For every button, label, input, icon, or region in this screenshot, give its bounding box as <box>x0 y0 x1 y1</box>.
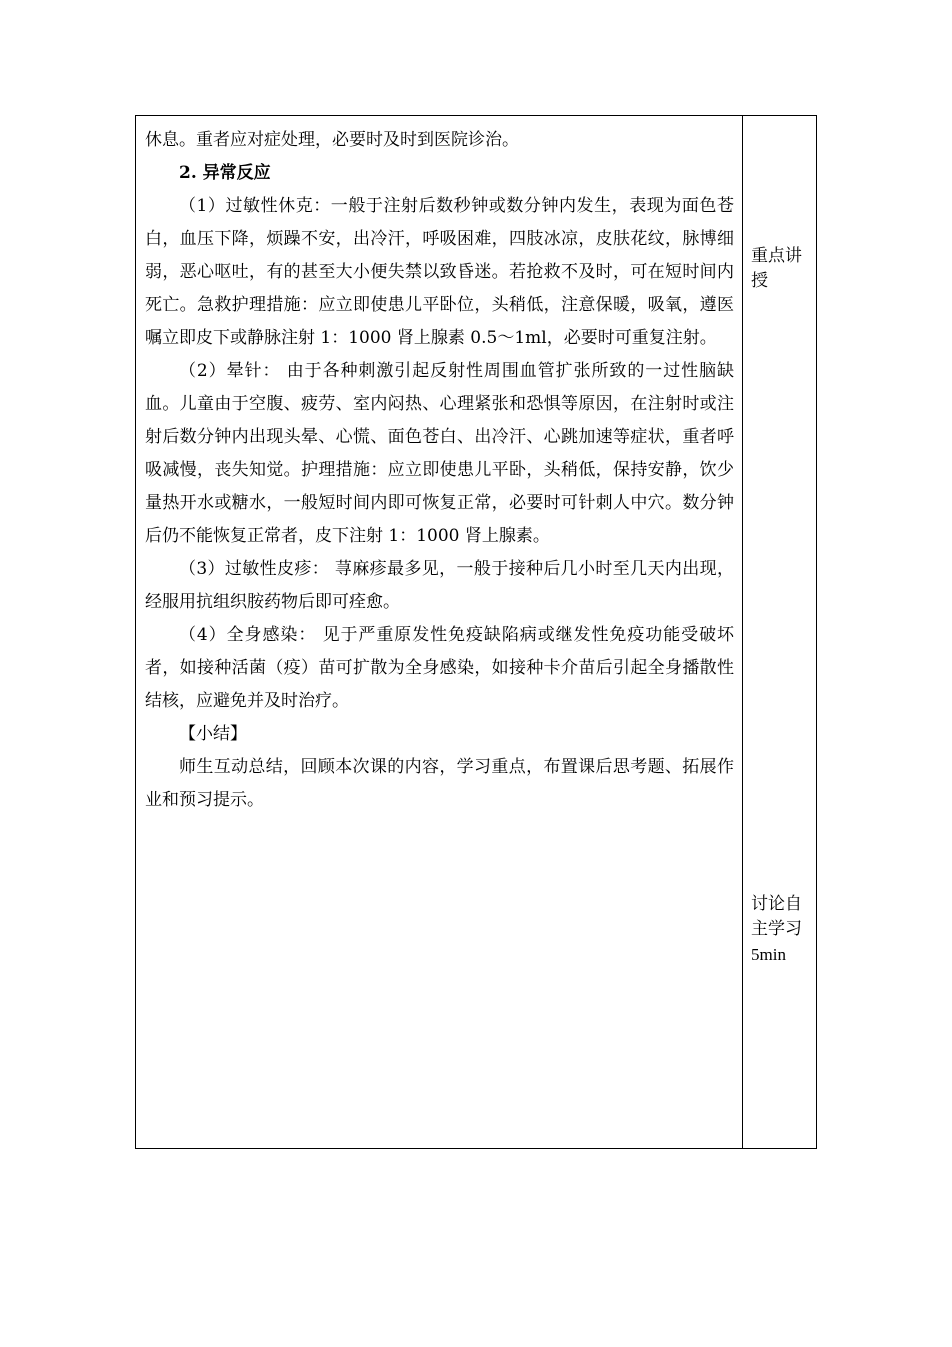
paragraph-allergic-rash: （3）过敏性皮疹： 荨麻疹最多见，一般于接种后几小时至几天内出现，经服用抗组织胺药物后即可痊愈。 <box>145 559 734 612</box>
column-divider <box>742 116 743 1148</box>
paragraph-fainting: （2）晕针： 由于各种刺激引起反射性周围血管扩张所致的一过性脑缺血。儿童由于空腹、疲劳、室内闷热、心理紧张和恐惧等原因，在注射时或注射后数分钟内出现头晕、心慌、面色苍白、出冷汗、心跳加速等症状，重者呼吸减慢，丧失知觉。护理措施：应立即使患儿平卧，头稍低，保持安静，饮少量热开水或糖水，一般短时间内即可恢复正常，必要时可针刺人中穴。数分钟后仍不能恢复正常者，皮下注射 1：1000 肾上腺素。 <box>145 361 734 546</box>
paragraph-systemic-infection: （4）全身感染： 见于严重原发性免疫缺陷病或继发性免疫功能受破坏者，如接种活菌（疫）苗可扩散为全身感染，如接种卡介苗后引起全身播散性结核，应避免并及时治疗。 <box>145 625 734 711</box>
side-note-discussion-text: 讨论自主学习 <box>751 894 802 939</box>
content-column <box>136 116 742 817</box>
lesson-plan-table <box>135 115 817 1149</box>
paragraph-anaphylactic-shock: （1）过敏性休克：一般于注射后数秒钟或数分钟内发生，表现为面色苍白，血压下降，烦躁不安，出冷汗，呼吸困难，四肢冰凉，皮肤花纹，脉博细弱，恶心呕吐，有的甚至大小便失禁以致昏迷。若抢救不及时，可在短时间内死亡。急救护理措施：应立即使患儿平卧位，头稍低，注意保暖，吸氧，遵医嘱立即皮下或静脉注射 1：1000 肾上腺素 0.5～1ml，必要时可重复注射。 <box>145 196 734 348</box>
continuation-line: 休息。重者应对症处理，必要时及时到医院诊治。 <box>145 130 519 150</box>
side-note-duration: 5min <box>751 945 786 964</box>
summary-text: 师生互动总结，回顾本次课的内容，学习重点，布置课后思考题、拓展作业和预习提示。 <box>145 757 734 810</box>
side-note-key-lecture: 重点讲授 <box>751 246 802 291</box>
summary-heading: 【小结】 <box>179 724 247 744</box>
side-note-discussion <box>751 892 815 967</box>
section-heading: 2. 异常反应 <box>179 163 271 183</box>
